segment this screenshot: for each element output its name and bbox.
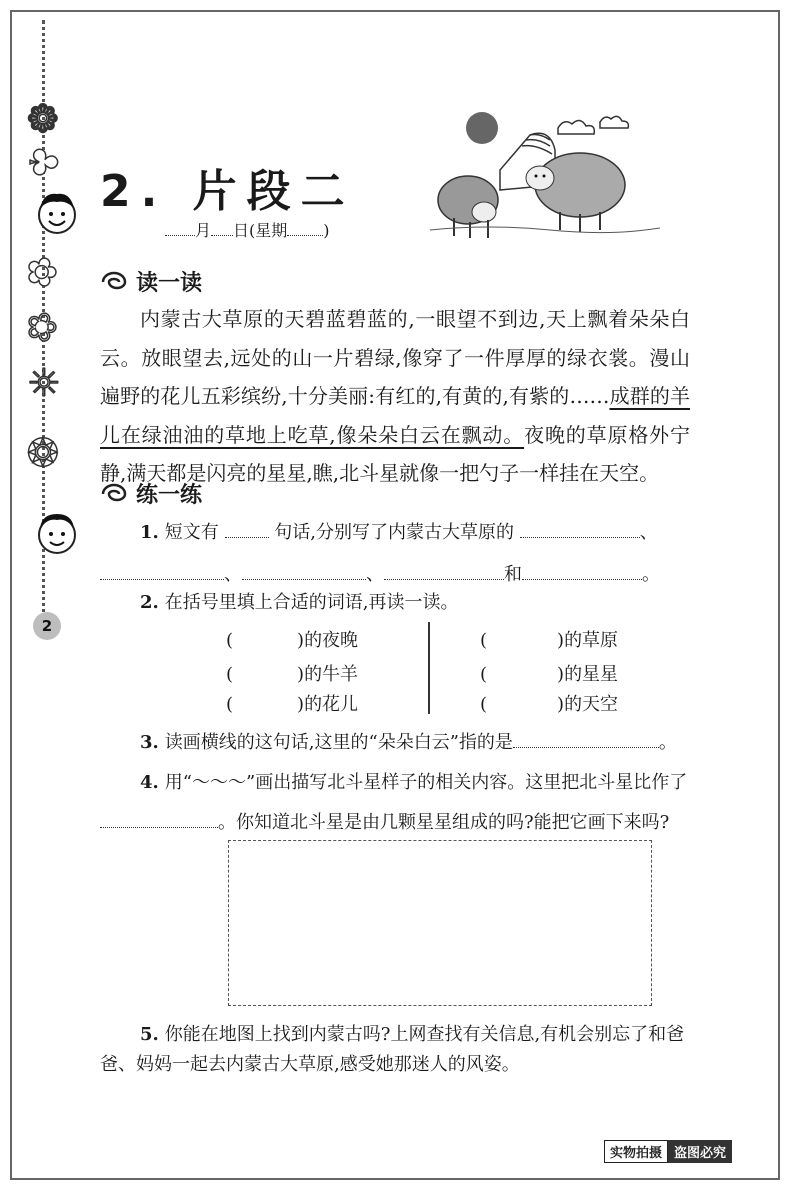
question-text: 。 bbox=[658, 732, 677, 753]
month-blank[interactable] bbox=[165, 235, 195, 236]
kid-face-icon bbox=[32, 188, 82, 238]
question-3 bbox=[140, 728, 677, 758]
paren-open: ( bbox=[480, 664, 488, 685]
paren-open: ( bbox=[226, 630, 234, 651]
paren-open: ( bbox=[226, 694, 234, 715]
question-number: 2. bbox=[140, 592, 159, 613]
answer-blank[interactable] bbox=[522, 561, 642, 580]
fill-item-text: 的夜晚 bbox=[304, 630, 359, 651]
question-number: 5. bbox=[140, 1024, 159, 1045]
paren-open: ( bbox=[480, 630, 488, 651]
question-5 bbox=[140, 1020, 684, 1050]
question-text: 和 bbox=[504, 564, 522, 585]
question-text: 短文有 bbox=[164, 522, 219, 543]
margin-letter-decoration: ♣ bbox=[21, 144, 66, 180]
fill-item-text: 的星星 bbox=[564, 664, 619, 685]
margin-letter-decoration: ❀ bbox=[19, 311, 64, 343]
question-number: 1. bbox=[140, 522, 159, 543]
date-close: ) bbox=[323, 221, 330, 240]
question-text: 、 bbox=[639, 522, 658, 543]
question-5-line2 bbox=[100, 1050, 520, 1080]
watermark-stamp bbox=[604, 1140, 732, 1163]
question-2 bbox=[140, 588, 459, 618]
answer-blank[interactable] bbox=[100, 561, 224, 580]
fill-item-right[interactable] bbox=[480, 660, 618, 686]
paren-close: ) bbox=[297, 664, 305, 685]
drawing-box[interactable] bbox=[228, 840, 652, 1006]
answer-blank[interactable] bbox=[384, 561, 504, 580]
answer-blank[interactable] bbox=[520, 519, 640, 538]
question-4 bbox=[140, 768, 687, 798]
page-title: 2. 片段二 bbox=[100, 166, 355, 217]
question-1-line2 bbox=[100, 560, 660, 590]
paren-open: ( bbox=[480, 694, 488, 715]
question-text: 。 bbox=[642, 564, 660, 585]
question-text: 、 bbox=[366, 564, 384, 585]
month-label: 月 bbox=[195, 221, 212, 240]
fill-item-right[interactable] bbox=[480, 626, 618, 652]
question-4-line2 bbox=[100, 808, 669, 838]
reading-passage bbox=[100, 300, 690, 493]
answer-blank[interactable] bbox=[242, 561, 366, 580]
passage-text: 夜晚的草原格外宁静,满天都是闪亮的星星,瞧,北斗星就像一把勺子一样挂在天空。 bbox=[100, 422, 691, 485]
question-text: 句话,分别写了内蒙古大草原的 bbox=[274, 522, 514, 543]
section-heading-practice bbox=[100, 478, 202, 509]
margin-letter-decoration: ❁ bbox=[19, 102, 64, 134]
fill-item-left[interactable] bbox=[226, 690, 358, 716]
question-number: 3. bbox=[140, 732, 159, 753]
question-text: 、 bbox=[224, 564, 242, 585]
fill-item-text: 的花儿 bbox=[304, 694, 359, 715]
fill-item-text: 的牛羊 bbox=[304, 664, 359, 685]
paren-close: ) bbox=[297, 694, 305, 715]
kid-face-icon bbox=[32, 508, 82, 558]
question-1 bbox=[140, 518, 658, 548]
section-label: 读一读 bbox=[136, 271, 203, 296]
stamp-right-text: 盗图必究 bbox=[668, 1140, 732, 1163]
question-number: 4. bbox=[140, 772, 159, 793]
margin-letter-decoration: ❂ bbox=[19, 436, 64, 468]
day-label: 日(星期 bbox=[233, 221, 288, 240]
fill-item-text: 的草原 bbox=[564, 630, 619, 651]
stamp-left-text: 实物拍摄 bbox=[604, 1140, 668, 1163]
answer-blank[interactable] bbox=[225, 519, 269, 538]
answer-blank[interactable] bbox=[100, 809, 218, 828]
swirl-icon bbox=[100, 483, 128, 505]
section-label: 练一练 bbox=[136, 483, 203, 508]
page-number: 2 bbox=[33, 612, 61, 640]
question-text: 读画横线的这句话,这里的“朵朵白云”指的是 bbox=[164, 732, 513, 753]
section-heading-read bbox=[100, 266, 202, 297]
question-text: 在括号里填上合适的词语,再读一读。 bbox=[164, 592, 459, 613]
swirl-icon bbox=[100, 271, 128, 293]
fill-item-right[interactable] bbox=[480, 690, 618, 716]
paren-close: ) bbox=[557, 694, 565, 715]
day-blank[interactable] bbox=[211, 235, 233, 236]
margin-letter-decoration: ✿ bbox=[19, 256, 64, 288]
underlined-sentence: 成群的羊儿在绿油油的草地上吃草,像朵朵白云在飘动。 bbox=[100, 384, 691, 447]
weekday-blank[interactable] bbox=[287, 235, 323, 236]
fill-item-left[interactable] bbox=[226, 660, 358, 686]
fill-item-left[interactable] bbox=[226, 626, 358, 652]
passage-text: 内蒙古大草原的天碧蓝碧蓝的,一眼望不到边,天上飘着朵朵白云。放眼望去,远处的山一片碧绿,像穿了一件厚厚的绿衣裳。漫山遍野的花儿五彩缤纷,十分美丽:有红的,有黄的,有紫的…… bbox=[100, 307, 690, 408]
column-divider bbox=[428, 622, 430, 714]
paren-close: ) bbox=[557, 664, 565, 685]
question-text: 用“～～～”画出描写北斗星样子的相关内容。这里把北斗星比作了 bbox=[164, 772, 688, 793]
question-text: 。你知道北斗星是由几颗星星组成的吗?能把它画下来吗? bbox=[218, 812, 670, 833]
paren-close: ) bbox=[557, 630, 565, 651]
question-text: 爸、妈妈一起去内蒙古大草原,感受她那迷人的风姿。 bbox=[100, 1054, 520, 1075]
question-text: 你能在地图上找到内蒙古吗?上网查找有关信息,有机会别忘了和爸 bbox=[164, 1024, 685, 1045]
date-line bbox=[165, 218, 330, 241]
sheep-illustration bbox=[430, 100, 660, 250]
paren-open: ( bbox=[226, 664, 234, 685]
margin-letter-decoration: ☼ bbox=[21, 364, 66, 400]
fill-item-text: 的天空 bbox=[564, 694, 619, 715]
answer-blank[interactable] bbox=[513, 729, 659, 748]
paren-close: ) bbox=[297, 630, 305, 651]
